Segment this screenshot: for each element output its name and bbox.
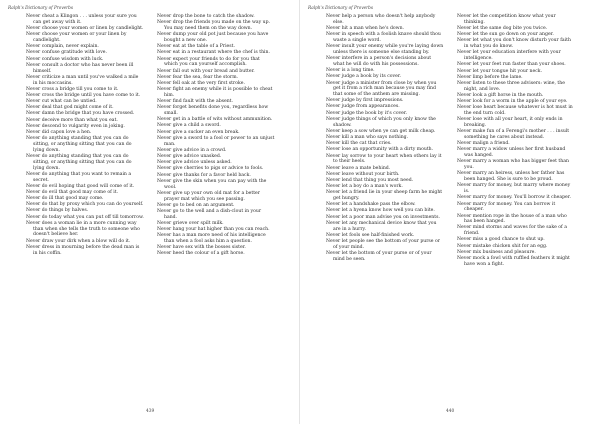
proverb-entry: Never did capon love a hen. [26, 130, 92, 135]
proverb-entry: Never do things by halves. [26, 208, 89, 214]
proverb-entry: Never confuse gratitude with love. [26, 50, 107, 56]
proverb-entry: Never lose with all your heart, it only ends in breaking. [457, 117, 563, 129]
proverb-entry: Never do today what you can put off till tomorrow. [26, 214, 144, 220]
proverb-entry: Never marry for money. You'll borrow it cheaper. [457, 195, 571, 201]
page-number: 440 [446, 409, 455, 414]
proverb-entry: Never dump your old pot just because you have bought a new one. [157, 32, 269, 43]
proverb-entry: Never judge a book by its cover. [326, 74, 401, 80]
proverb-entry: Never deceive more than what you eat. [26, 117, 118, 123]
proverb-entry: Never descend to vulgarity even in joking. [26, 123, 125, 129]
proverb-entry: Never judge by first impressions. [326, 98, 404, 104]
proverb-entry: Never let a friend lie in your sheep farm he might get hungry. [326, 190, 443, 202]
proverb-entry: Never draw your dirk when a blow will do it. [26, 238, 131, 244]
proverb-entry: Never grieve over spilt milk. [157, 220, 224, 226]
proverb-entry: Never let what you don't know disturb your faith in what you do know. [457, 38, 571, 50]
proverb-entry: Never find fault with the absent. [157, 99, 233, 105]
proverb-entry: Never look for a worm in the apple of your eye. [457, 99, 568, 105]
proverb-entry: Never let a handshake pass the elbow. [326, 202, 416, 208]
proverb-entry: Never fall out with your bread and butter. [157, 68, 255, 74]
proverb-entry: Never let the competition know what your thinking. [457, 14, 556, 25]
proverb-entry: Never have sex with the bosses sister. [157, 245, 246, 251]
proverb-entry: Never marry for money. You can borrow it cheaper. [457, 201, 556, 213]
proverb-entry: Never get in a battle of wits without ammunition. [157, 117, 273, 123]
proverb-column [326, 14, 444, 263]
proverb-entry: Never drop the bone to catch the shadow. [157, 14, 255, 19]
proverb-entry: Never cut what can be untied. [26, 99, 97, 105]
proverb-entry: Never eat in a restaurant where the chef is thin. [157, 50, 270, 56]
proverb-entry: Never mind storms and waves for the sake of a friend. [457, 225, 567, 237]
proverb-entry: Never lend that thing you most need. [326, 177, 414, 183]
right-page [300, 0, 600, 424]
proverb-entry: Never heed the colour of a gift horse. [157, 251, 245, 257]
proverb-entry: Never marry a woman who has bigger feet than you. [457, 159, 569, 171]
proverb-entry: Never mock a fowl with ruffled feathers it might have won a fight. [457, 256, 570, 267]
proverb-entry: Never let people see the bottom of your purse or of your mind. [326, 239, 440, 250]
proverb-entry: Never eat at the table of a Priest. [157, 44, 235, 50]
proverb-entry: Never deal that god might come of it. [26, 105, 114, 111]
proverb-entry: Never leave a mate behind. [326, 165, 391, 171]
proverb-entry: Never fear the sea, fear the storm. [157, 74, 239, 80]
proverb-entry: Never do that by proxy which you can do yourself. [26, 202, 144, 208]
proverb-entry: Never consult a doctor who has never been ill himself. [26, 62, 134, 74]
page-number: 439 [146, 409, 155, 414]
running-head: Ralph's Dictionary of Proverbs [8, 5, 73, 10]
proverb-entry: Never cheat a Klingon . . . unless your sure you can get away with it. [26, 14, 137, 25]
proverb-entry: Never does a woman lie in a more cunning way than when she tells the truth to someone who doesn't believe her. [26, 220, 140, 238]
proverb-entry: Never miss a good chance to shut up. [457, 237, 545, 243]
proverb-entry: Never is a long time. [326, 68, 375, 74]
proverb-entry: Never leave without your birth. [326, 171, 400, 177]
proverb-entry: Never help a person who doesn't help anybody else. [326, 14, 436, 25]
proverb-entry: Never keep a sow when ye can get milk cheap. [326, 128, 436, 134]
proverb-entry: Never give a sucker an even break. [157, 129, 240, 135]
proverb-entry: Never marry a widow unless her first husband was hanged. [457, 147, 566, 159]
proverb-entry: Never give advice unasked. [157, 153, 222, 159]
proverb-entry: Never expect your friends to do for you that which you can yourself accomplish. [157, 56, 260, 68]
proverb-entry: Never judge from appearances. [326, 104, 400, 110]
proverb-entry: Never judge things of which you only know the shadow. [326, 116, 436, 128]
proverb-entry: Never let your tongue hit your neck. [457, 68, 543, 74]
proverb-entry: Never give advice unless asked. [157, 160, 232, 166]
proverb-entry: Never let a poor man advise you on investments. [326, 214, 440, 220]
proverb-entry: Never let the sun go down on your anger. [457, 32, 554, 38]
proverb-entry: Never look a gift horse in the mouth. [457, 92, 544, 98]
proverb-entry: Never let your education interfere with your intelligence. [457, 50, 561, 62]
proverb-entry: Never let your feet run faster than your shoes. [457, 62, 566, 68]
proverb-entry: Never give thanks for a favor held back. [157, 172, 251, 178]
proverb-entry: Never interfere in a person's decisions about what he will do with his possessions. [326, 56, 432, 67]
proverb-entry: Never let the same dog bite you twice. [457, 25, 548, 31]
proverb-entry: Never do evil that good may come of it. [26, 189, 119, 195]
proverb-column [457, 14, 575, 268]
proverb-entry: Never do anything standing that you can do sitting, or anything sitting that you can do lying down. [26, 136, 132, 153]
proverb-entry: Never go to the well and a dish-clout in your hand. [157, 208, 262, 220]
proverb-entry: Never damn the bridge that you have crossed. [26, 111, 135, 117]
proverb-entry: Never give a child a sword. [157, 123, 221, 129]
proverb-entry: Never marry an heiress, unless her father has been hanged. She is sure to be proud. [457, 171, 565, 183]
proverb-entry: Never confuse wisdom with luck. [26, 56, 104, 62]
proverb-entry: Never mistake chicken shit for an egg. [457, 243, 548, 249]
proverb-entry: Never kill a man who says nothing. [326, 135, 409, 141]
proverb-entry: Never forget benefits done you, regardless how small. [157, 105, 269, 117]
proverb-entry: Never give the skin when you can pay with the wool. [157, 178, 267, 190]
proverb-entry: Never do anything that you want to remain a secret. [26, 171, 132, 183]
proverb-entry: Never let any mechanical device know that you are in a hurry. [326, 220, 437, 232]
proverb-entry: Never give advice in a crowd. [157, 147, 227, 153]
proverb-entry: Never let a hyena know how well you can bite. [326, 208, 435, 214]
proverb-entry: Never mention rope in the house of a man who has been hanged. [457, 213, 567, 225]
proverb-entry: Never do ill that good may come. [26, 196, 104, 202]
proverb-entry: Never give up your own old mat for a better prayer mat which you see passing. [157, 190, 260, 202]
proverb-entry: Never let a boy do a man's work. [326, 184, 403, 190]
proverb-entry: Never go to bed on an argument. [157, 202, 235, 208]
proverb-entry: Never limp before the lame. [457, 74, 523, 80]
proverb-entry: Never judge the book by it's cover. [326, 110, 408, 116]
proverb-entry: Never choose your women or your linen by candlelight. [26, 32, 127, 43]
proverb-entry: Never drop the friends you made on the way up. You may need them on the way down. [157, 20, 271, 31]
proverb-entry: Never hit a man when he's down. [326, 25, 404, 31]
proverb-entry: Never hang your hat higher than you can reach. [157, 227, 270, 233]
proverb-entry: Never do evil hoping that good will come of it. [26, 183, 135, 189]
proverb-entry: Never let the bottom of your purse or of your mind be seen. [326, 251, 432, 262]
proverb-entry: Never dress in mourning before the dead man is in his coffin. [26, 244, 140, 256]
proverb-entry: Never lose heart because whatever is hot must in the end turn cold. [457, 105, 573, 117]
proverb-entry: Never give a sword to a fool or power to an unjust man. [157, 135, 275, 147]
proverb-entry: Never cross the bridge until you have come to it. [26, 92, 141, 98]
proverb-entry: Never fell oak at the very first stroke. [157, 80, 245, 86]
proverb-entry: Never let fools see half-finished work. [326, 232, 415, 238]
proverb-column [157, 14, 275, 258]
proverb-entry: Never insult your enemy while you're laying down unless there is someone else standing by. [326, 44, 444, 55]
proverb-entry: Never make fun of a Ferengi's mother . . . insult something he cares about instead. [457, 129, 570, 141]
proverb-entry: Never kill the cat that cries. [326, 141, 392, 147]
proverb-entry: Never listen to these three advisers: wine, the night, and love. [457, 80, 565, 92]
proverb-entry: Never fight an enemy while it is possible to cheat him. [157, 87, 273, 98]
proverb-entry: Never in speech with a foolish knave should thou waste a single word. [326, 32, 441, 43]
proverb-entry: Never malign a friend. [457, 141, 510, 147]
proverb-entry: Never judge a minister from close by when you get it from a rich man because you may find that some of the anthem are missing. [326, 80, 437, 98]
proverb-entry: Never marry for money, but marry where money is. [457, 183, 571, 195]
proverb-entry: Never lose an opportunity with a dirty mouth. [326, 147, 434, 153]
proverb-entry: Never do anything standing that you can do sitting, or anything sitting that you can do lying down. [26, 153, 132, 171]
proverb-column [26, 14, 144, 257]
proverb-entry: Never mix business and pleasure. [457, 249, 536, 255]
proverb-entry: Never lay sorrow to your heart when others lay it to their heels. [326, 153, 442, 165]
proverb-entry: Never has a man more need of his intelligence than when a fool asks him a question. [157, 233, 266, 245]
proverb-entry: Never cross a bridge till you come to it. [26, 86, 119, 92]
proverb-entry: Never give cherries to pigs or advice to fools. [157, 166, 264, 172]
proverb-entry: Never choose your women or linen by candlelight. [26, 25, 144, 31]
proverb-entry: Never criticize a man until you've walked a mile in his moccasins. [26, 74, 139, 86]
proverb-entry: Never complain, never explain. [26, 44, 99, 50]
running-head: Ralph's Dictionary of Proverbs [308, 5, 373, 10]
